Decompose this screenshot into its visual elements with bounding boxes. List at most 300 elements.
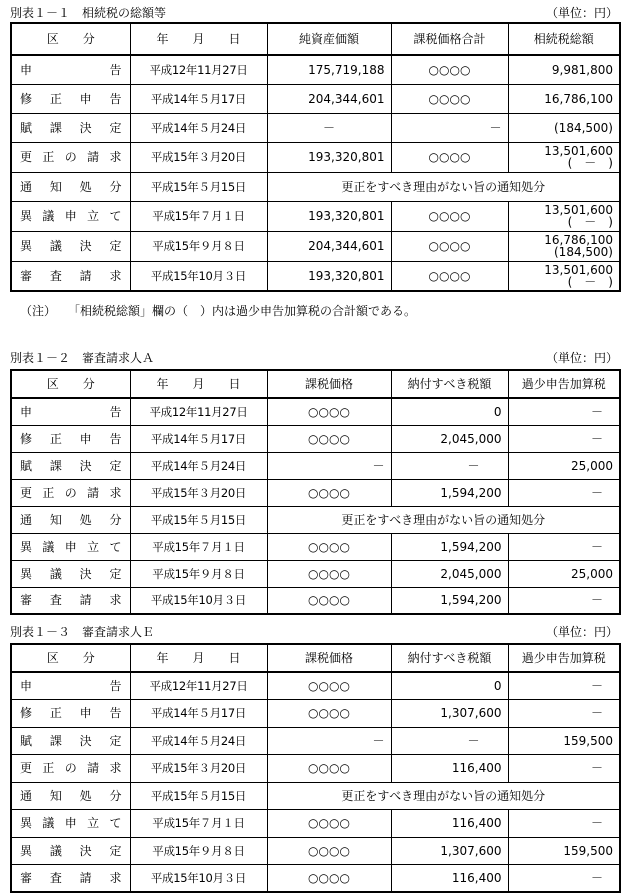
taxable-value-cell: ○○○○: [267, 837, 391, 865]
kubun-char: 定: [109, 239, 122, 253]
kubun-char: 異: [20, 209, 33, 223]
date-cell: 平成14年５月17日: [130, 84, 267, 113]
table2-caption: [10, 349, 618, 365]
inheritance-tax-total-cell: [508, 84, 620, 113]
kubun-char: 決: [79, 733, 92, 748]
kubun-char: 求: [109, 150, 122, 164]
table1-row-0-kubun: [20, 63, 122, 77]
kubun-char: 告: [109, 91, 122, 106]
table-row: [11, 201, 620, 231]
taxable-total-cell: －: [391, 113, 508, 142]
inheritance-tax-total-cell: [508, 261, 620, 291]
kubun-char: 正: [42, 485, 55, 500]
table1-caption: [10, 4, 618, 20]
table2-row-1-kubun-cell: [11, 425, 130, 452]
inheritance-tax-total-penalty: (184,500): [554, 245, 613, 259]
table1-row-6-kubun-cell: [11, 231, 130, 261]
table2-row-4-kubun: [20, 513, 122, 527]
tax-payable-cell: 116,400: [391, 810, 508, 838]
kubun-char: の: [64, 761, 77, 776]
kubun-char: 分: [109, 788, 122, 803]
kubun-char: 告: [109, 62, 122, 77]
table2-unit: （単位：円）: [545, 350, 618, 365]
date-cell: 平成14年５月24日: [130, 727, 267, 755]
inheritance-tax-total-stack: [513, 204, 614, 228]
tax-payable-cell: 1,594,200: [391, 587, 508, 614]
kubun-char: 正: [49, 431, 62, 446]
table2-row-3-kubun: [20, 486, 122, 500]
table2: [10, 369, 621, 615]
kubun-char: 請: [79, 871, 92, 885]
taxable-total-cell: ○○○○: [391, 201, 508, 231]
table1-header-date: 年 月 日: [130, 23, 267, 55]
kubun-char: 課: [49, 733, 62, 748]
kubun-char: 立: [87, 816, 100, 831]
net-assets-cell: 193,320,801: [267, 261, 391, 291]
table1-header-kazei: 課税価格合計: [391, 23, 508, 55]
date-cell: 平成12年11月27日: [130, 55, 267, 84]
notice-span-cell: 更正をすべき理由がない旨の通知処分: [267, 172, 620, 201]
table2-header-row: [11, 370, 620, 398]
date-cell: 平成15年９月８日: [130, 560, 267, 587]
table3-row-1-kubun-cell: [11, 700, 130, 728]
date-cell: 平成15年９月８日: [130, 231, 267, 261]
kubun-char: 異: [20, 816, 33, 831]
table2-header-kubun: 区 分: [11, 370, 130, 398]
inheritance-tax-total-penalty: ( － ): [567, 156, 613, 170]
underpayment-penalty-cell: －: [508, 755, 620, 783]
kubun-char: て: [109, 209, 122, 223]
inheritance-tax-total-value: 13,501,600: [544, 262, 613, 277]
kubun-char: 申: [79, 431, 92, 446]
table1-row-5-kubun: [20, 209, 122, 223]
inheritance-tax-total-cell: [508, 55, 620, 84]
underpayment-penalty-cell: －: [508, 398, 620, 425]
inheritance-tax-total-stack: [513, 93, 614, 105]
kubun-char: 定: [109, 120, 122, 135]
kubun-char: 賦: [20, 458, 33, 473]
table2-row-4-kubun-cell: [11, 506, 130, 533]
table1-row-7-kubun-cell: [11, 261, 130, 291]
table1-title: 別表１－１ 相続税の総額等: [10, 5, 167, 20]
date-cell: 平成14年５月24日: [130, 113, 267, 142]
table1-row-2-kubun: [20, 121, 122, 135]
table3-header-row: [11, 644, 620, 672]
kubun-char: 審: [20, 871, 33, 885]
table-row: [11, 479, 620, 506]
table1-row-1-kubun: [20, 92, 122, 106]
table1-row-4-kubun-cell: [11, 172, 130, 201]
kubun-char: 求: [109, 485, 122, 500]
tax-payable-cell: 116,400: [391, 865, 508, 893]
table2-row-0-kubun: [20, 405, 122, 419]
kubun-char: 正: [49, 706, 62, 721]
notice-span-cell: 更正をすべき理由がない旨の通知処分: [267, 782, 620, 810]
taxable-total-cell: ○○○○: [391, 55, 508, 84]
kubun-char: 査: [49, 593, 62, 608]
taxable-total-cell: ○○○○: [391, 231, 508, 261]
inheritance-tax-total-cell: [508, 142, 620, 172]
kubun-char: 正: [42, 761, 55, 776]
taxable-total-cell: ○○○○: [391, 261, 508, 291]
inheritance-tax-total-stack: [513, 145, 614, 169]
inheritance-tax-total-value: 16,786,100: [544, 233, 613, 247]
kubun-char: 決: [79, 843, 92, 858]
table3-row-6-kubun-cell: [11, 837, 130, 865]
underpayment-penalty-cell: 25,000: [508, 560, 620, 587]
date-cell: 平成15年７月１日: [130, 810, 267, 838]
kubun-char: 修: [20, 706, 33, 721]
table-row: [11, 560, 620, 587]
inheritance-tax-total-value: 13,501,600: [544, 144, 613, 158]
kubun-char: 求: [109, 871, 122, 885]
table-row: [11, 261, 620, 291]
date-cell: 平成15年３月20日: [130, 755, 267, 783]
kubun-char: 申: [20, 62, 33, 77]
kubun-char: て: [109, 816, 122, 831]
notice-span-cell: 更正をすべき理由がない旨の通知処分: [267, 506, 620, 533]
table2-row-6-kubun: [20, 567, 122, 581]
table3-header-nofu: 納付すべき税額: [391, 644, 508, 672]
table-row: [11, 587, 620, 614]
taxable-total-cell: ○○○○: [391, 142, 508, 172]
table2-row-2-kubun-cell: [11, 452, 130, 479]
taxable-total-cell: ○○○○: [391, 84, 508, 113]
inheritance-tax-total-stack: [513, 234, 614, 258]
kubun-char: 申: [79, 706, 92, 721]
kubun-char: て: [109, 539, 122, 554]
taxable-value-cell: －: [267, 727, 391, 755]
taxable-value-cell: ○○○○: [267, 425, 391, 452]
table-row: [11, 84, 620, 113]
table-row: [11, 172, 620, 201]
kubun-char: 異: [20, 239, 33, 253]
net-assets-cell: －: [267, 113, 391, 142]
taxable-value-cell: ○○○○: [267, 672, 391, 700]
table2-row-3-kubun-cell: [11, 479, 130, 506]
net-assets-cell: 193,320,801: [267, 201, 391, 231]
table2-row-2-kubun: [20, 459, 122, 473]
kubun-char: 求: [109, 593, 122, 608]
table2-title: 別表１－２ 審査請求人Ａ: [10, 350, 155, 365]
table-row: [11, 700, 620, 728]
table3-row-7-kubun-cell: [11, 865, 130, 893]
net-assets-cell: 193,320,801: [267, 142, 391, 172]
kubun-char: 決: [79, 566, 92, 581]
kubun-char: 査: [49, 871, 62, 885]
table1-row-7-kubun: [20, 269, 122, 283]
table2-header-date: 年 月 日: [130, 370, 267, 398]
kubun-char: 求: [109, 268, 122, 283]
kubun-char: 処: [79, 179, 92, 194]
underpayment-penalty-cell: －: [508, 672, 620, 700]
taxable-value-cell: ○○○○: [267, 398, 391, 425]
inheritance-tax-total-penalty: ( － ): [567, 215, 613, 229]
inheritance-tax-total-stack: [513, 64, 614, 76]
date-cell: 平成14年５月17日: [130, 700, 267, 728]
underpayment-penalty-cell: －: [508, 810, 620, 838]
table-row: [11, 672, 620, 700]
kubun-char: 申: [64, 209, 77, 223]
taxable-value-cell: ○○○○: [267, 755, 391, 783]
table2-header-kazei: 課税価格: [267, 370, 391, 398]
kubun-char: 議: [42, 209, 55, 223]
table3-row-0-kubun: [20, 679, 122, 693]
net-assets-cell: 204,344,601: [267, 231, 391, 261]
kubun-char: 請: [87, 485, 100, 500]
table3-row-4-kubun: [20, 789, 122, 803]
kubun-char: 決: [79, 120, 92, 135]
table1-header-sozoku: 相続税総額: [508, 23, 620, 55]
taxable-value-cell: ○○○○: [267, 560, 391, 587]
table3-row-1-kubun: [20, 706, 122, 720]
kubun-char: 異: [20, 566, 33, 581]
table1-row-6-kubun: [20, 239, 122, 253]
table3-row-5-kubun-cell: [11, 810, 130, 838]
table3-row-0-kubun-cell: [11, 672, 130, 700]
table1-row-2-kubun-cell: [11, 113, 130, 142]
tax-payable-cell: 1,594,200: [391, 479, 508, 506]
kubun-char: 異: [20, 843, 33, 858]
table2-row-0-kubun-cell: [11, 398, 130, 425]
taxable-value-cell: ○○○○: [267, 533, 391, 560]
net-assets-cell: 204,344,601: [267, 84, 391, 113]
kubun-char: 立: [87, 539, 100, 554]
kubun-char: 議: [42, 539, 55, 554]
tax-payable-cell: 116,400: [391, 755, 508, 783]
kubun-char: 正: [42, 150, 55, 164]
date-cell: 平成15年３月20日: [130, 142, 267, 172]
inheritance-tax-total-cell: [508, 231, 620, 261]
table3-header-kasho: 過少申告加算税: [508, 644, 620, 672]
kubun-char: 異: [20, 539, 33, 554]
table3-unit: （単位：円）: [545, 624, 618, 639]
kubun-char: 求: [109, 761, 122, 776]
table-row: [11, 810, 620, 838]
tax-payable-cell: －: [391, 727, 508, 755]
inheritance-tax-total-value: (184,500): [554, 120, 613, 135]
table2-row-5-kubun-cell: [11, 533, 130, 560]
table-row: [11, 55, 620, 84]
taxable-value-cell: ○○○○: [267, 865, 391, 893]
table-row: [11, 506, 620, 533]
table1-header-net: 純資産価額: [267, 23, 391, 55]
underpayment-penalty-cell: －: [508, 700, 620, 728]
table-row: [11, 142, 620, 172]
kubun-char: 分: [109, 179, 122, 194]
date-cell: 平成15年10月３日: [130, 865, 267, 893]
kubun-char: 査: [49, 268, 62, 283]
kubun-char: 請: [79, 593, 92, 608]
kubun-char: 請: [87, 150, 100, 164]
table-row: [11, 727, 620, 755]
underpayment-penalty-cell: －: [508, 479, 620, 506]
kubun-char: 通: [20, 512, 33, 527]
table1-row-4-kubun: [20, 180, 122, 194]
kubun-char: 更: [20, 150, 33, 164]
table1-header-kubun: 区 分: [11, 23, 130, 55]
table3-row-3-kubun-cell: [11, 755, 130, 783]
inheritance-tax-total-penalty: ( － ): [567, 274, 613, 289]
tax-payable-cell: 2,045,000: [391, 425, 508, 452]
table3-row-4-kubun-cell: [11, 782, 130, 810]
tax-payable-cell: －: [391, 452, 508, 479]
table3: [10, 643, 621, 893]
table-row: [11, 533, 620, 560]
table-row: [11, 231, 620, 261]
kubun-char: 更: [20, 485, 33, 500]
date-cell: 平成14年５月24日: [130, 452, 267, 479]
table1-note-label: （注）: [20, 304, 57, 318]
table1-note-text: 「相続税総額」欄の（ ）内は過少申告加算税の合計額である。: [74, 304, 417, 318]
kubun-char: 申: [79, 91, 92, 106]
tax-payable-cell: 2,045,000: [391, 560, 508, 587]
table2-row-6-kubun-cell: [11, 560, 130, 587]
table2-header-kasho: 過少申告加算税: [508, 370, 620, 398]
table1-row-3-kubun: [20, 150, 122, 164]
table3-row-6-kubun: [20, 844, 122, 858]
inheritance-tax-total-cell: [508, 201, 620, 231]
kubun-char: の: [64, 150, 77, 164]
table1-header-row: [11, 23, 620, 55]
taxable-value-cell: ○○○○: [267, 700, 391, 728]
kubun-char: 議: [49, 239, 62, 253]
kubun-char: 処: [79, 788, 92, 803]
kubun-char: 請: [87, 761, 100, 776]
underpayment-penalty-cell: －: [508, 865, 620, 893]
table1: [10, 22, 621, 292]
table2-row-5-kubun: [20, 540, 122, 554]
table3-row-2-kubun-cell: [11, 727, 130, 755]
table-row: [11, 782, 620, 810]
inheritance-tax-total-stack: [513, 264, 614, 288]
table3-row-7-kubun: [20, 871, 122, 885]
underpayment-penalty-cell: 25,000: [508, 452, 620, 479]
underpayment-penalty-cell: －: [508, 587, 620, 614]
kubun-char: 知: [49, 512, 62, 527]
date-cell: 平成15年７月１日: [130, 533, 267, 560]
table1-note: [20, 302, 434, 319]
underpayment-penalty-cell: 159,500: [508, 837, 620, 865]
tax-payable-cell: 1,307,600: [391, 700, 508, 728]
table2-header-nofu: 納付すべき税額: [391, 370, 508, 398]
kubun-char: 知: [49, 179, 62, 194]
net-assets-cell: 175,719,188: [267, 55, 391, 84]
kubun-char: 申: [64, 539, 77, 554]
date-cell: 平成12年11月27日: [130, 672, 267, 700]
table-row: [11, 398, 620, 425]
kubun-char: 告: [109, 706, 122, 721]
inheritance-tax-total-value: 13,501,600: [544, 203, 613, 217]
kubun-char: 通: [20, 179, 33, 194]
kubun-char: 正: [49, 91, 62, 106]
table-row: [11, 425, 620, 452]
inheritance-tax-total-stack: [513, 122, 614, 134]
kubun-char: 定: [109, 458, 122, 473]
table-row: [11, 837, 620, 865]
date-cell: 平成14年５月17日: [130, 425, 267, 452]
kubun-char: 賦: [20, 733, 33, 748]
kubun-char: 課: [49, 458, 62, 473]
kubun-char: 議: [49, 843, 62, 858]
table3-caption: [10, 623, 618, 639]
underpayment-penalty-cell: 159,500: [508, 727, 620, 755]
table-row: [11, 452, 620, 479]
kubun-char: 申: [64, 816, 77, 831]
date-cell: 平成15年７月１日: [130, 201, 267, 231]
table3-row-5-kubun: [20, 816, 122, 830]
date-cell: 平成15年10月３日: [130, 587, 267, 614]
table3-header-kubun: 区 分: [11, 644, 130, 672]
tax-payable-cell: 0: [391, 672, 508, 700]
table-row: [11, 755, 620, 783]
kubun-char: 更: [20, 761, 33, 776]
underpayment-penalty-cell: －: [508, 425, 620, 452]
inheritance-tax-total-cell: [508, 113, 620, 142]
kubun-char: 議: [49, 566, 62, 581]
taxable-value-cell: －: [267, 452, 391, 479]
kubun-char: 申: [20, 679, 33, 693]
date-cell: 平成15年５月15日: [130, 782, 267, 810]
table-row: [11, 113, 620, 142]
table3-title: 別表１－３ 審査請求人Ｅ: [10, 624, 155, 639]
inheritance-tax-total-value: 9,981,800: [551, 62, 613, 77]
kubun-char: 告: [109, 431, 122, 446]
taxable-value-cell: ○○○○: [267, 587, 391, 614]
kubun-char: 決: [79, 458, 92, 473]
date-cell: 平成15年３月20日: [130, 479, 267, 506]
table2-body: [11, 370, 620, 614]
kubun-char: 審: [20, 593, 33, 608]
underpayment-penalty-cell: －: [508, 533, 620, 560]
kubun-char: 賦: [20, 120, 33, 135]
table1-body: [11, 23, 620, 291]
kubun-char: 分: [109, 512, 122, 527]
date-cell: 平成15年５月15日: [130, 506, 267, 533]
kubun-char: 定: [109, 566, 122, 581]
table3-header-kazei: 課税価格: [267, 644, 391, 672]
kubun-char: 申: [20, 404, 33, 419]
kubun-char: の: [64, 485, 77, 500]
taxable-value-cell: ○○○○: [267, 810, 391, 838]
date-cell: 平成15年10月３日: [130, 261, 267, 291]
kubun-char: 知: [49, 788, 62, 803]
table2-row-7-kubun: [20, 593, 122, 607]
kubun-char: 修: [20, 431, 33, 446]
table2-row-1-kubun: [20, 432, 122, 446]
taxable-value-cell: ○○○○: [267, 479, 391, 506]
table1-row-3-kubun-cell: [11, 142, 130, 172]
kubun-char: 請: [79, 268, 92, 283]
table1-row-1-kubun-cell: [11, 84, 130, 113]
kubun-char: 決: [79, 239, 92, 253]
kubun-char: 通: [20, 788, 33, 803]
table-row: [11, 865, 620, 893]
kubun-char: 課: [49, 120, 62, 135]
kubun-char: 審: [20, 268, 33, 283]
kubun-char: 告: [109, 404, 122, 419]
tax-payable-cell: 1,307,600: [391, 837, 508, 865]
kubun-char: 定: [109, 843, 122, 858]
table1-unit: （単位：円）: [545, 5, 618, 20]
table3-body: [11, 644, 620, 892]
table2-row-7-kubun-cell: [11, 587, 130, 614]
date-cell: 平成15年９月８日: [130, 837, 267, 865]
kubun-char: 立: [87, 209, 100, 223]
kubun-char: 処: [79, 512, 92, 527]
inheritance-tax-total-value: 16,786,100: [544, 91, 613, 106]
table3-header-date: 年 月 日: [130, 644, 267, 672]
